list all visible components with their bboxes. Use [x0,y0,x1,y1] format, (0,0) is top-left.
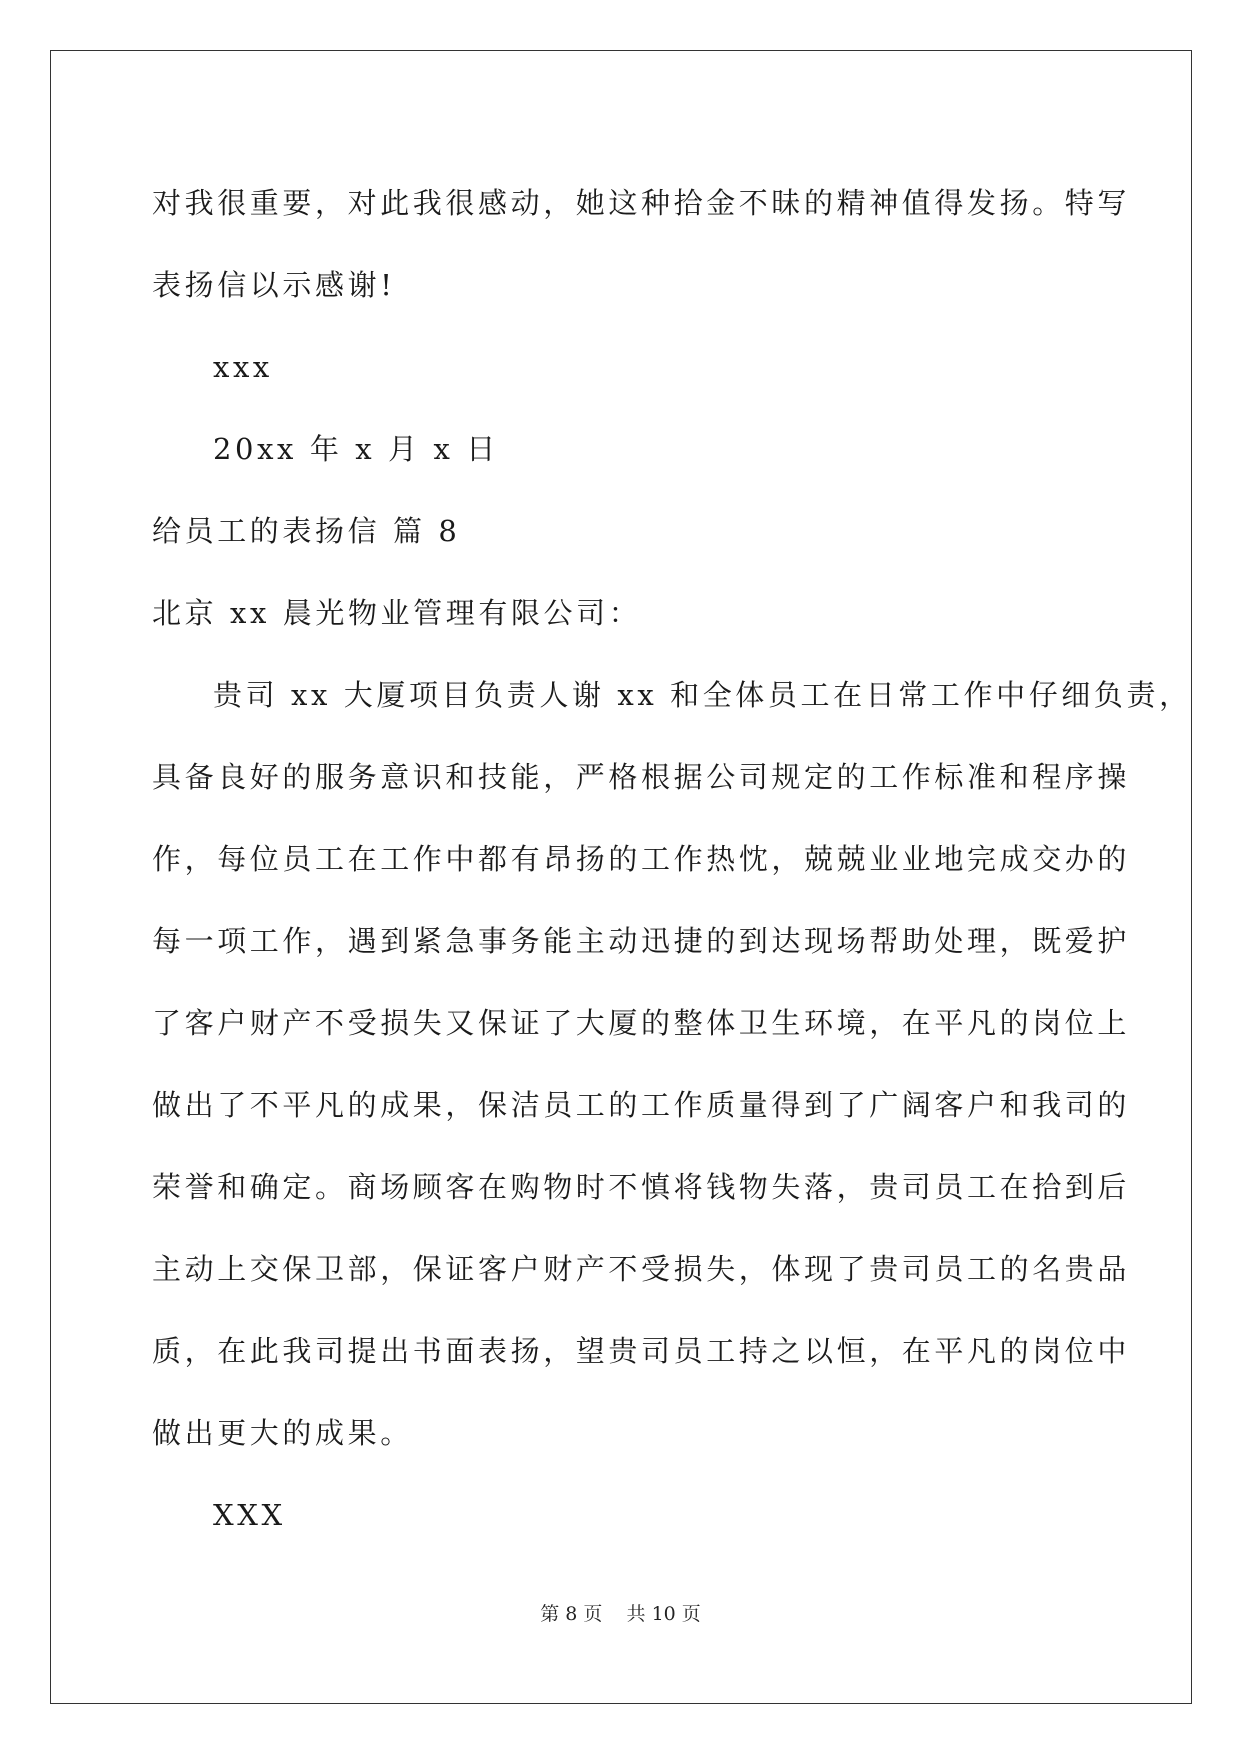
text-line: 贵司 xx 大厦项目负责人谢 xx 和全体员工在日常工作中仔细负责， [213,678,1192,712]
text-line: 对我很重要，对此我很感动，她这种拾金不昧的精神值得发扬。特写 [152,186,1131,220]
page-number: 第 8 页 共 10 页 [540,1603,701,1625]
text-line: 作，每位员工在工作中都有昂扬的工作热忱，兢兢业业地完成交办的 [152,842,1131,876]
text-line: 具备良好的服务意识和技能，严格根据公司规定的工作标准和程序操 [152,760,1131,794]
section-title: 给员工的表扬信 篇 8 [152,514,461,548]
text-line: 主动上交保卫部，保证客户财产不受损失，体现了贵司员工的名贵品 [152,1252,1131,1286]
text-line: 做出了不平凡的成果，保洁员工的工作质量得到了广阔客户和我司的 [152,1088,1131,1122]
text-line: 了客户财产不受损失又保证了大厦的整体卫生环境，在平凡的岗位上 [152,1006,1131,1040]
text-line: 做出更大的成果。 [152,1416,413,1450]
salutation: 北京 xx 晨光物业管理有限公司： [152,596,642,630]
text-line: 荣誉和确定。商场顾客在购物时不慎将钱物失落，贵司员工在拾到后 [152,1170,1131,1204]
signature-line: xxx [213,350,273,384]
date-line: 20xx 年 x 月 x 日 [213,432,499,466]
text-line: 表扬信以示感谢! [152,268,396,302]
text-line: 质，在此我司提出书面表扬，望贵司员工持之以恒，在平凡的岗位中 [152,1334,1131,1368]
signature-line: XXX [213,1498,286,1532]
document-body [152,162,1192,1556]
text-line: 每一项工作，遇到紧急事务能主动迅捷的到达现场帮助处理，既爱护 [152,924,1131,958]
